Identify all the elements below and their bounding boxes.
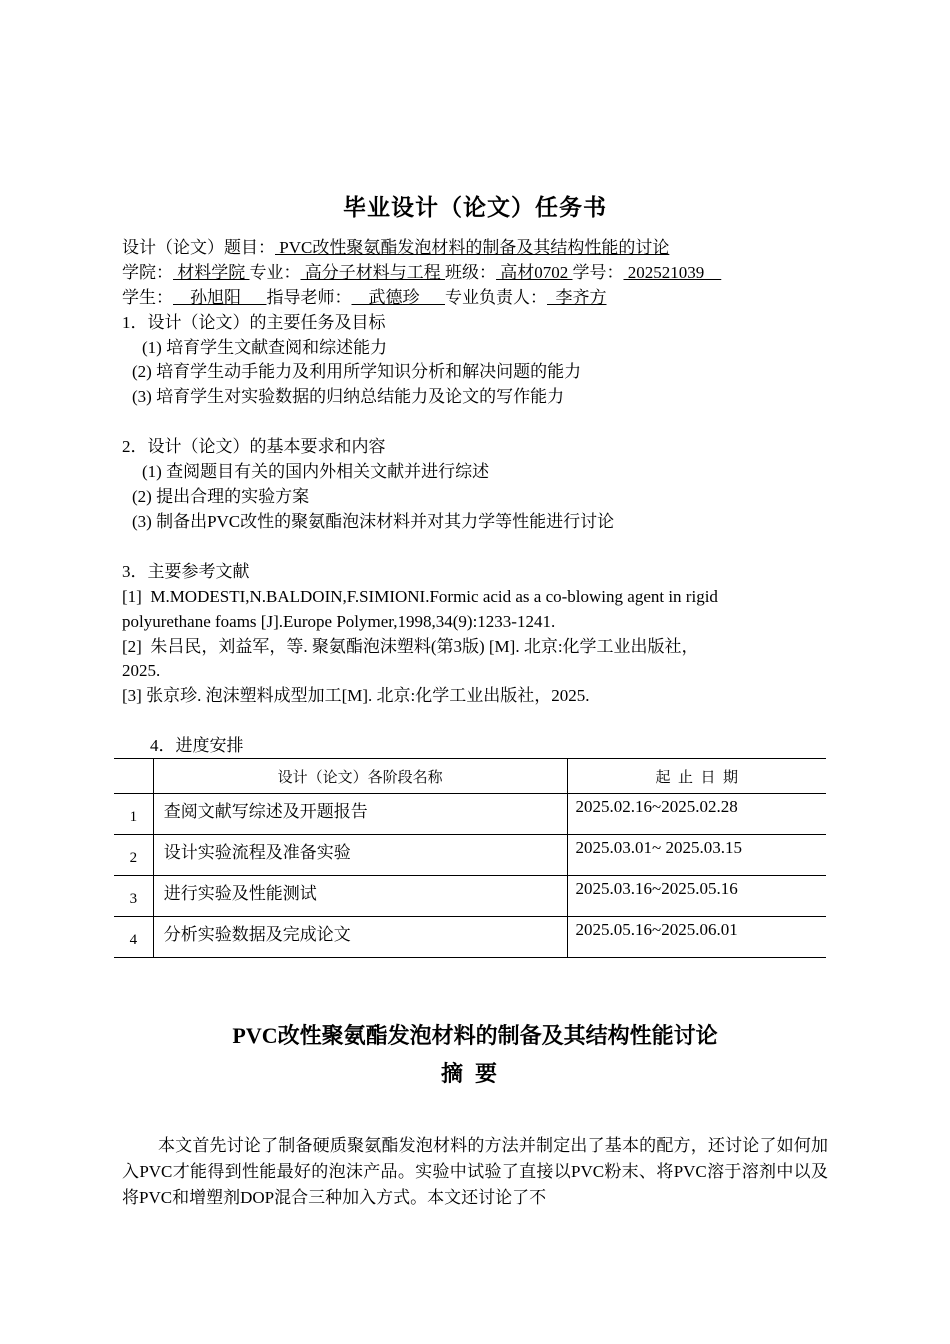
table-header-no: [114, 759, 153, 794]
schedule-table: [114, 758, 826, 958]
abstract-title: 摘要: [440, 1061, 509, 1086]
abstract-paragraph: 本文首先讨论了制备硬质聚氨酯发泡材料的方法并制定出了基本的配方，还讨论了如何加入PVC才能得到性能最好的泡沫产品。实验中试验了直接以PVC粉末、将PVC溶于溶剂中以及将PVC和增塑剂DOP混合三种加入方式。本文还讨论了不: [122, 1136, 828, 1207]
section1-item: (1) 培育学生文献查阅和综述能力: [142, 338, 388, 357]
topic-label: 设计（论文）题目：: [122, 238, 275, 257]
major-value: 高分子材料与工程: [300, 263, 445, 282]
section3-heading: 3．主要参考文献: [122, 562, 250, 581]
row-stage: 设计实验流程及准备实验: [153, 835, 567, 876]
section1-heading: 1．设计（论文）的主要任务及目标: [122, 313, 386, 332]
class-label: 班级：: [445, 263, 496, 282]
table-row: [114, 835, 826, 876]
paper-title: PVC改性聚氨酯发泡材料的制备及其结构性能讨论: [232, 1023, 718, 1048]
section2-item: (2) 提出合理的实验方案: [132, 487, 310, 506]
table-header-row: [114, 759, 826, 794]
reference-line: [2] 朱吕民，刘益军，等. 聚氨酯泡沫塑料(第3版) [M]. 北京:化学工业出版社，: [122, 637, 699, 656]
row-date: 2025.02.16~2025.02.28: [567, 794, 826, 835]
reference-line: polyurethane foams [J].Europe Polymer,1998,34(9):1233-1241.: [122, 612, 556, 631]
college-line: [122, 261, 721, 285]
table-row: [114, 876, 826, 917]
section2-item: (3) 制备出PVC改性的聚氨酯泡沫材料并对其力学等性能进行讨论: [132, 512, 615, 531]
row-number: 4: [114, 917, 153, 958]
head-label: 专业负责人：: [445, 288, 547, 307]
row-number: 1: [114, 794, 153, 835]
major-label: 专业：: [249, 263, 301, 282]
id-label: 学号：: [572, 263, 624, 282]
row-stage: 进行实验及性能测试: [153, 876, 567, 917]
row-date: 2025.03.16~2025.05.16: [567, 876, 826, 917]
student-line: [122, 286, 607, 310]
reference-line: [1] M.MODESTI,N.BALDOIN,F.SIMIONI.Formic acid as a co-blowing agent in rigid: [122, 587, 718, 606]
topic-value: PVC改性聚氨酯发泡材料的制备及其结构性能的讨论: [275, 238, 670, 257]
class-value: 高材0702: [496, 263, 573, 282]
row-number: 3: [114, 876, 153, 917]
section2-heading: 2．设计（论文）的基本要求和内容: [122, 437, 386, 456]
section1-item: (2) 培育学生动手能力及利用所学知识分析和解决问题的能力: [132, 362, 582, 381]
id-value: 202521039: [623, 263, 722, 282]
row-number: 2: [114, 835, 153, 876]
topic-line: [122, 236, 669, 260]
row-stage: 查阅文献写综述及开题报告: [153, 794, 567, 835]
reference-line: [3] 张京珍. 泡沫塑料成型加工[M]. 北京:化学工业出版社，2025.: [122, 686, 590, 705]
head-value: 李齐方: [547, 288, 607, 307]
college-value: 材料学院: [173, 263, 250, 282]
table-header-stage: 设计（论文）各阶段名称: [153, 759, 567, 794]
section4-heading: 4．进度安排: [150, 736, 244, 755]
student-value: 孙旭阳: [173, 288, 267, 307]
section1-item: (3) 培育学生对实验数据的归纳总结能力及论文的写作能力: [132, 387, 565, 406]
table-row: [114, 794, 826, 835]
table-header-date: 起 止 日 期: [567, 759, 826, 794]
task-title: 毕业设计（论文）任务书: [343, 195, 607, 220]
reference-line: 2025.: [122, 661, 161, 680]
row-date: 2025.03.01~ 2025.03.15: [567, 835, 826, 876]
college-label: 学院：: [122, 263, 173, 282]
student-label: 学生：: [122, 288, 173, 307]
row-stage: 分析实验数据及完成论文: [153, 917, 567, 958]
row-date: 2025.05.16~2025.06.01: [567, 917, 826, 958]
section2-item: (1) 查阅题目有关的国内外相关文献并进行综述: [142, 462, 490, 481]
table-row: [114, 917, 826, 958]
advisor-label: 指导老师：: [266, 288, 352, 307]
advisor-value: 武德珍: [351, 288, 445, 307]
